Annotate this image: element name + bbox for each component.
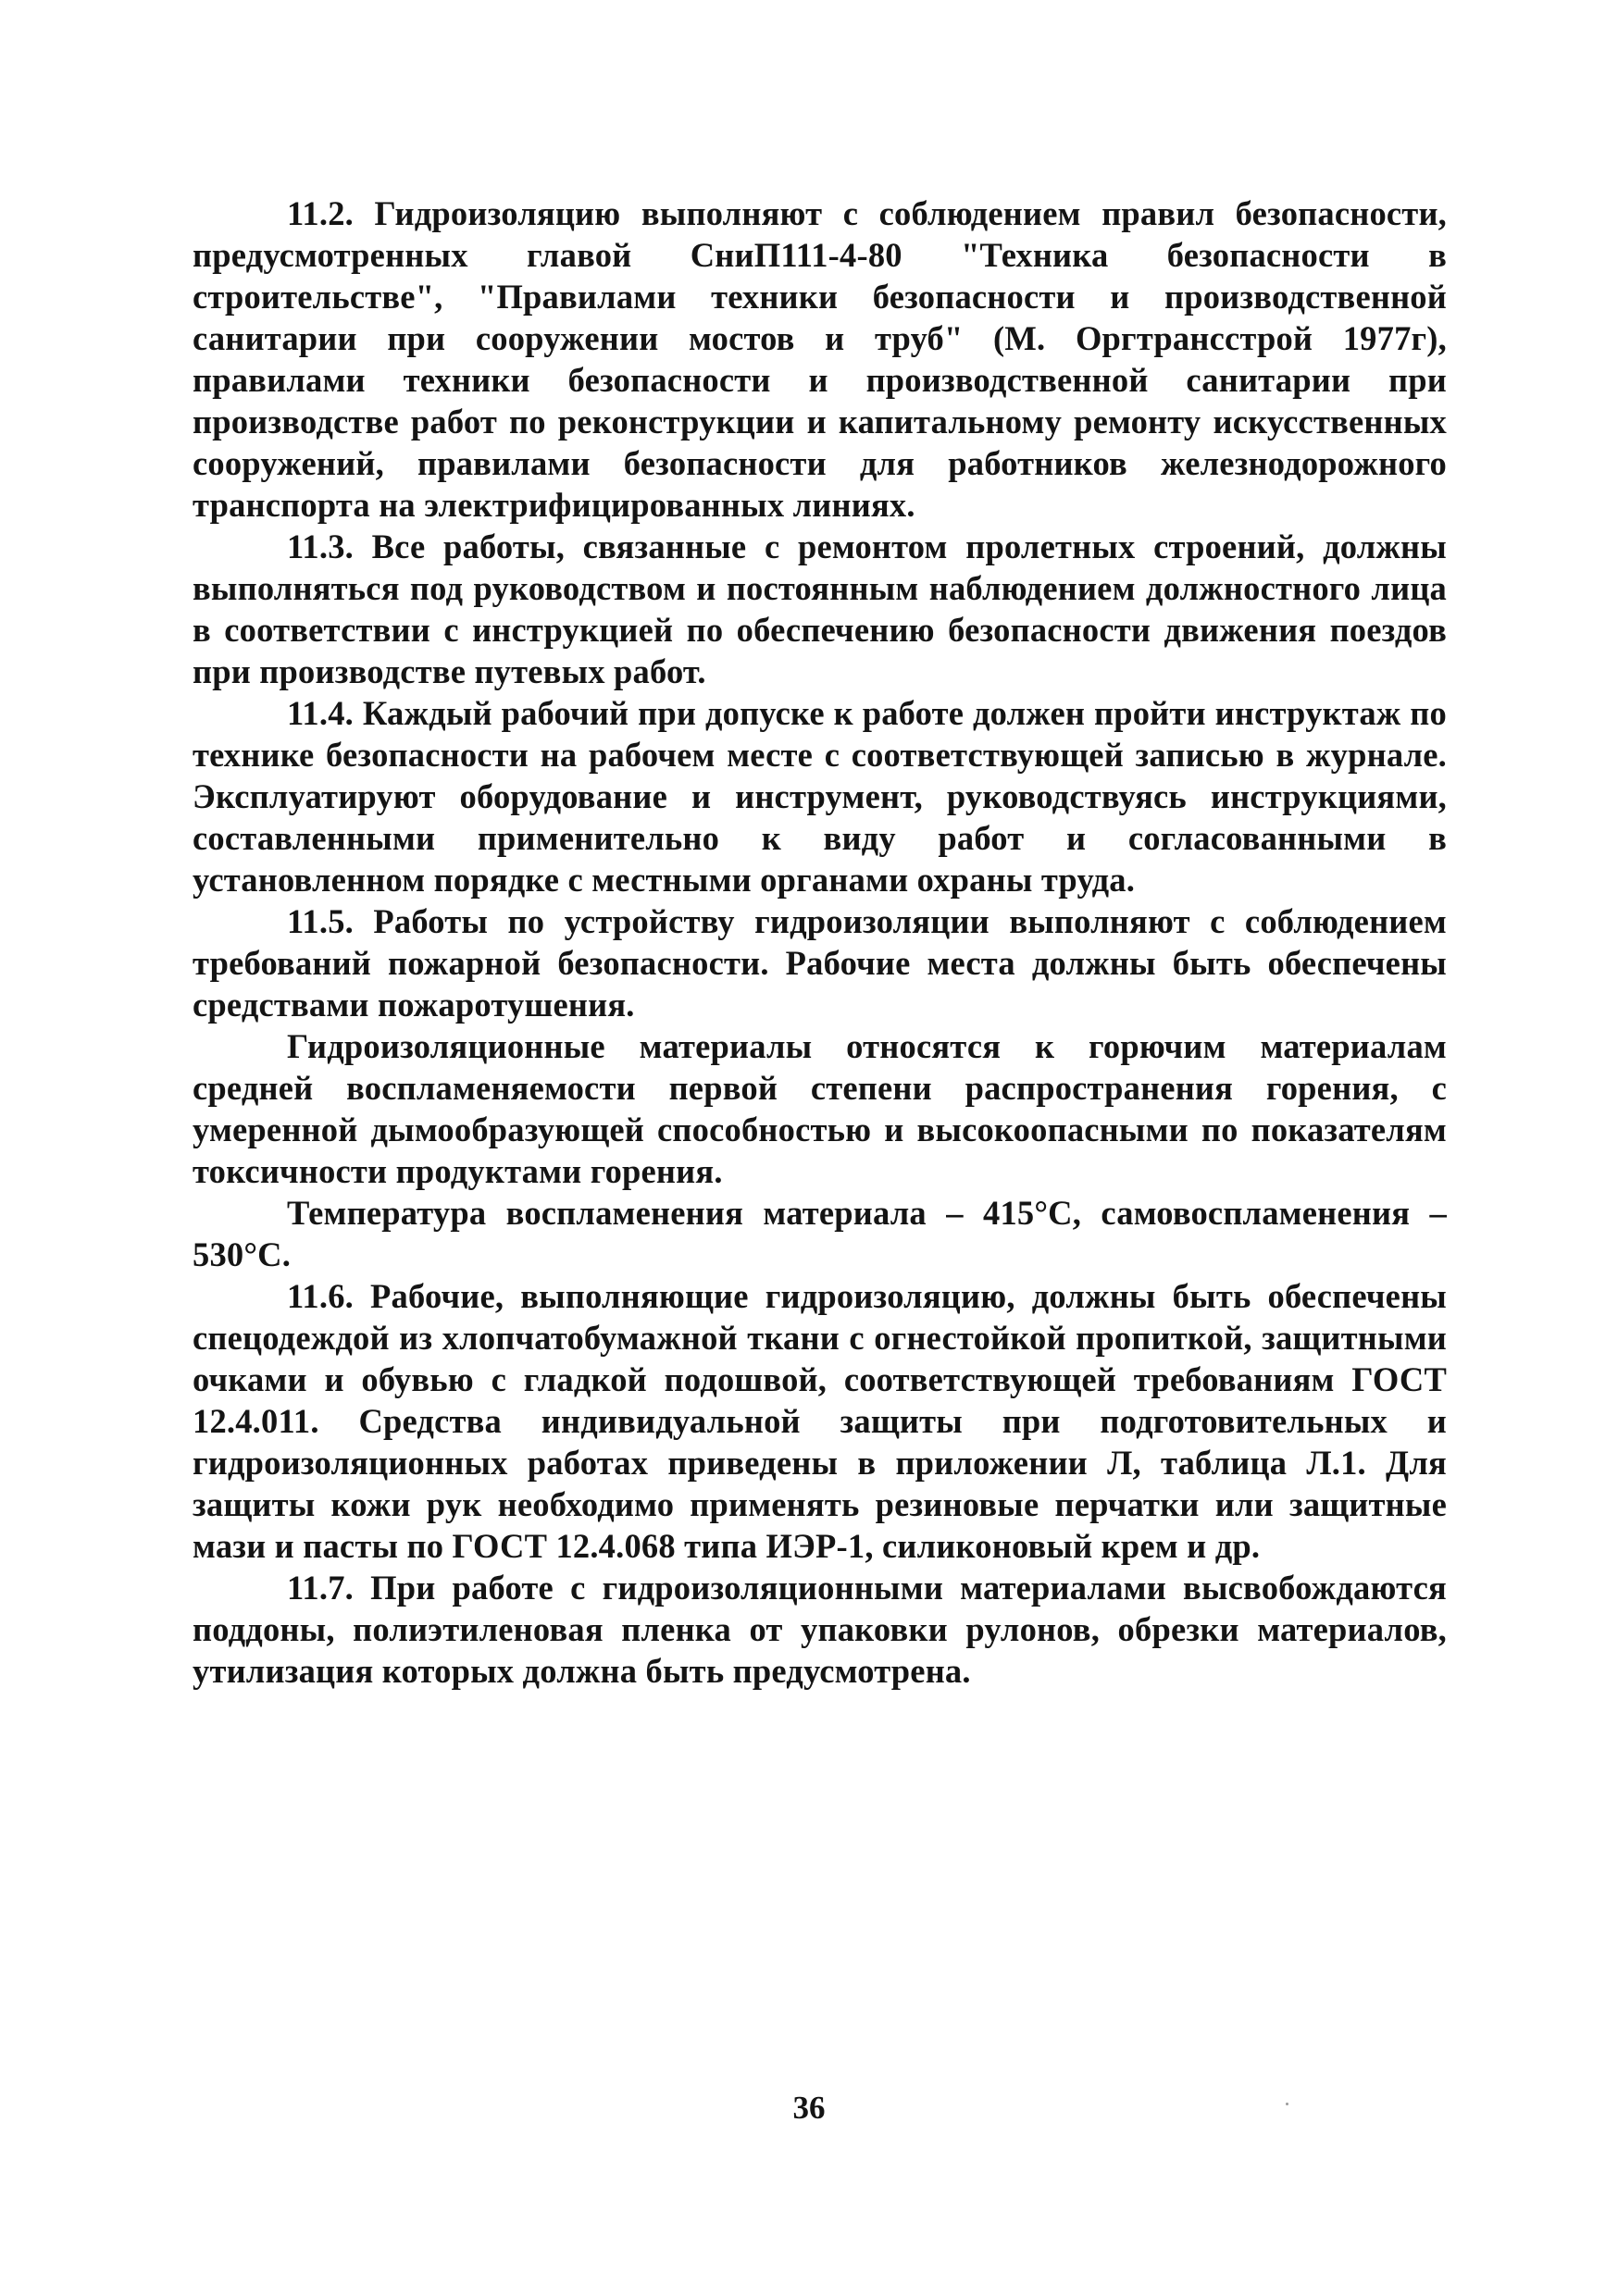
- paragraph-11-3: 11.3. Все работы, связанные с ремонтом пролетных строений, должны выполняться под руководством и постоянным наблюдением должностного лица в соответствии с инструкцией по обеспечению безопасности движения поездов при производстве путевых работ.: [193, 527, 1447, 690]
- paragraph-materials-flammability: Гидроизоляционные материалы относятся к горючим материалам средней воспламеняемости первой степени распространения горения, с умеренной дымообразующей способностью и высокоопасными по показателям токсичности продуктами горения.: [193, 1027, 1447, 1190]
- scan-artifact: [1286, 2103, 1288, 2105]
- paragraph-11-2: 11.2. Гидроизоляцию выполняют с соблюдением правил безопасности, предусмотренных главой СниП111-4-80 "Техника безопасности в строительстве", "Правилами техники безопасности и производственной санитарии при сооружении мостов и труб" (М. Оргтрансстрой 1977г), правилами техники безопасности и производственной санитарии при производстве работ по реконструкции и капитальному ремонту искусственных сооружений, правилами безопасности для работников железнодорожного транспорта на электрифицированных линиях.: [193, 194, 1447, 524]
- paragraph-11-7: 11.7. При работе с гидроизоляционными материалами высвобождаются поддоны, полиэтиленовая пленка от упаковки рулонов, обрезки материалов, утилизация которых должна быть предусмотрена.: [193, 1569, 1447, 1690]
- paragraph-ignition-temperature: Температура воспламенения материала – 415°С, самовоспламенения – 530°С.: [193, 1194, 1447, 1273]
- paragraph-11-6: 11.6. Рабочие, выполняющие гидроизоляцию, должны быть обеспечены спецодеждой из хлопчатобумажной ткани с огнестойкой пропиткой, защитными очками и обувью с гладкой подошвой, соответствующей требованиям ГОСТ 12.4.011. Средства индивидуальной защиты при подготовительных и гидроизоляционных работах приведены в приложении Л, таблица Л.1. Для защиты кожи рук необходимо применять резиновые перчатки или защитные мази и пасты по ГОСТ 12.4.068 типа ИЭР-1, силиконовый крем и др.: [193, 1277, 1447, 1565]
- page-number: 36: [792, 2090, 826, 2126]
- paragraph-11-5: 11.5. Работы по устройству гидроизоляции выполняют с соблюдением требований пожарной безопасности. Рабочие места должны быть обеспечены средствами пожаротушения.: [193, 902, 1447, 1024]
- body-text: [193, 192, 1447, 1692]
- paragraph-11-4: 11.4. Каждый рабочий при допуске к работе должен пройти инструктаж по технике безопасности на рабочем месте с соответствующей записью в журнале. Эксплуатируют оборудование и инструмент, руководствуясь инструкциями, составленными применительно к виду работ и согласованными в установленном порядке с местными органами охраны труда.: [193, 694, 1447, 899]
